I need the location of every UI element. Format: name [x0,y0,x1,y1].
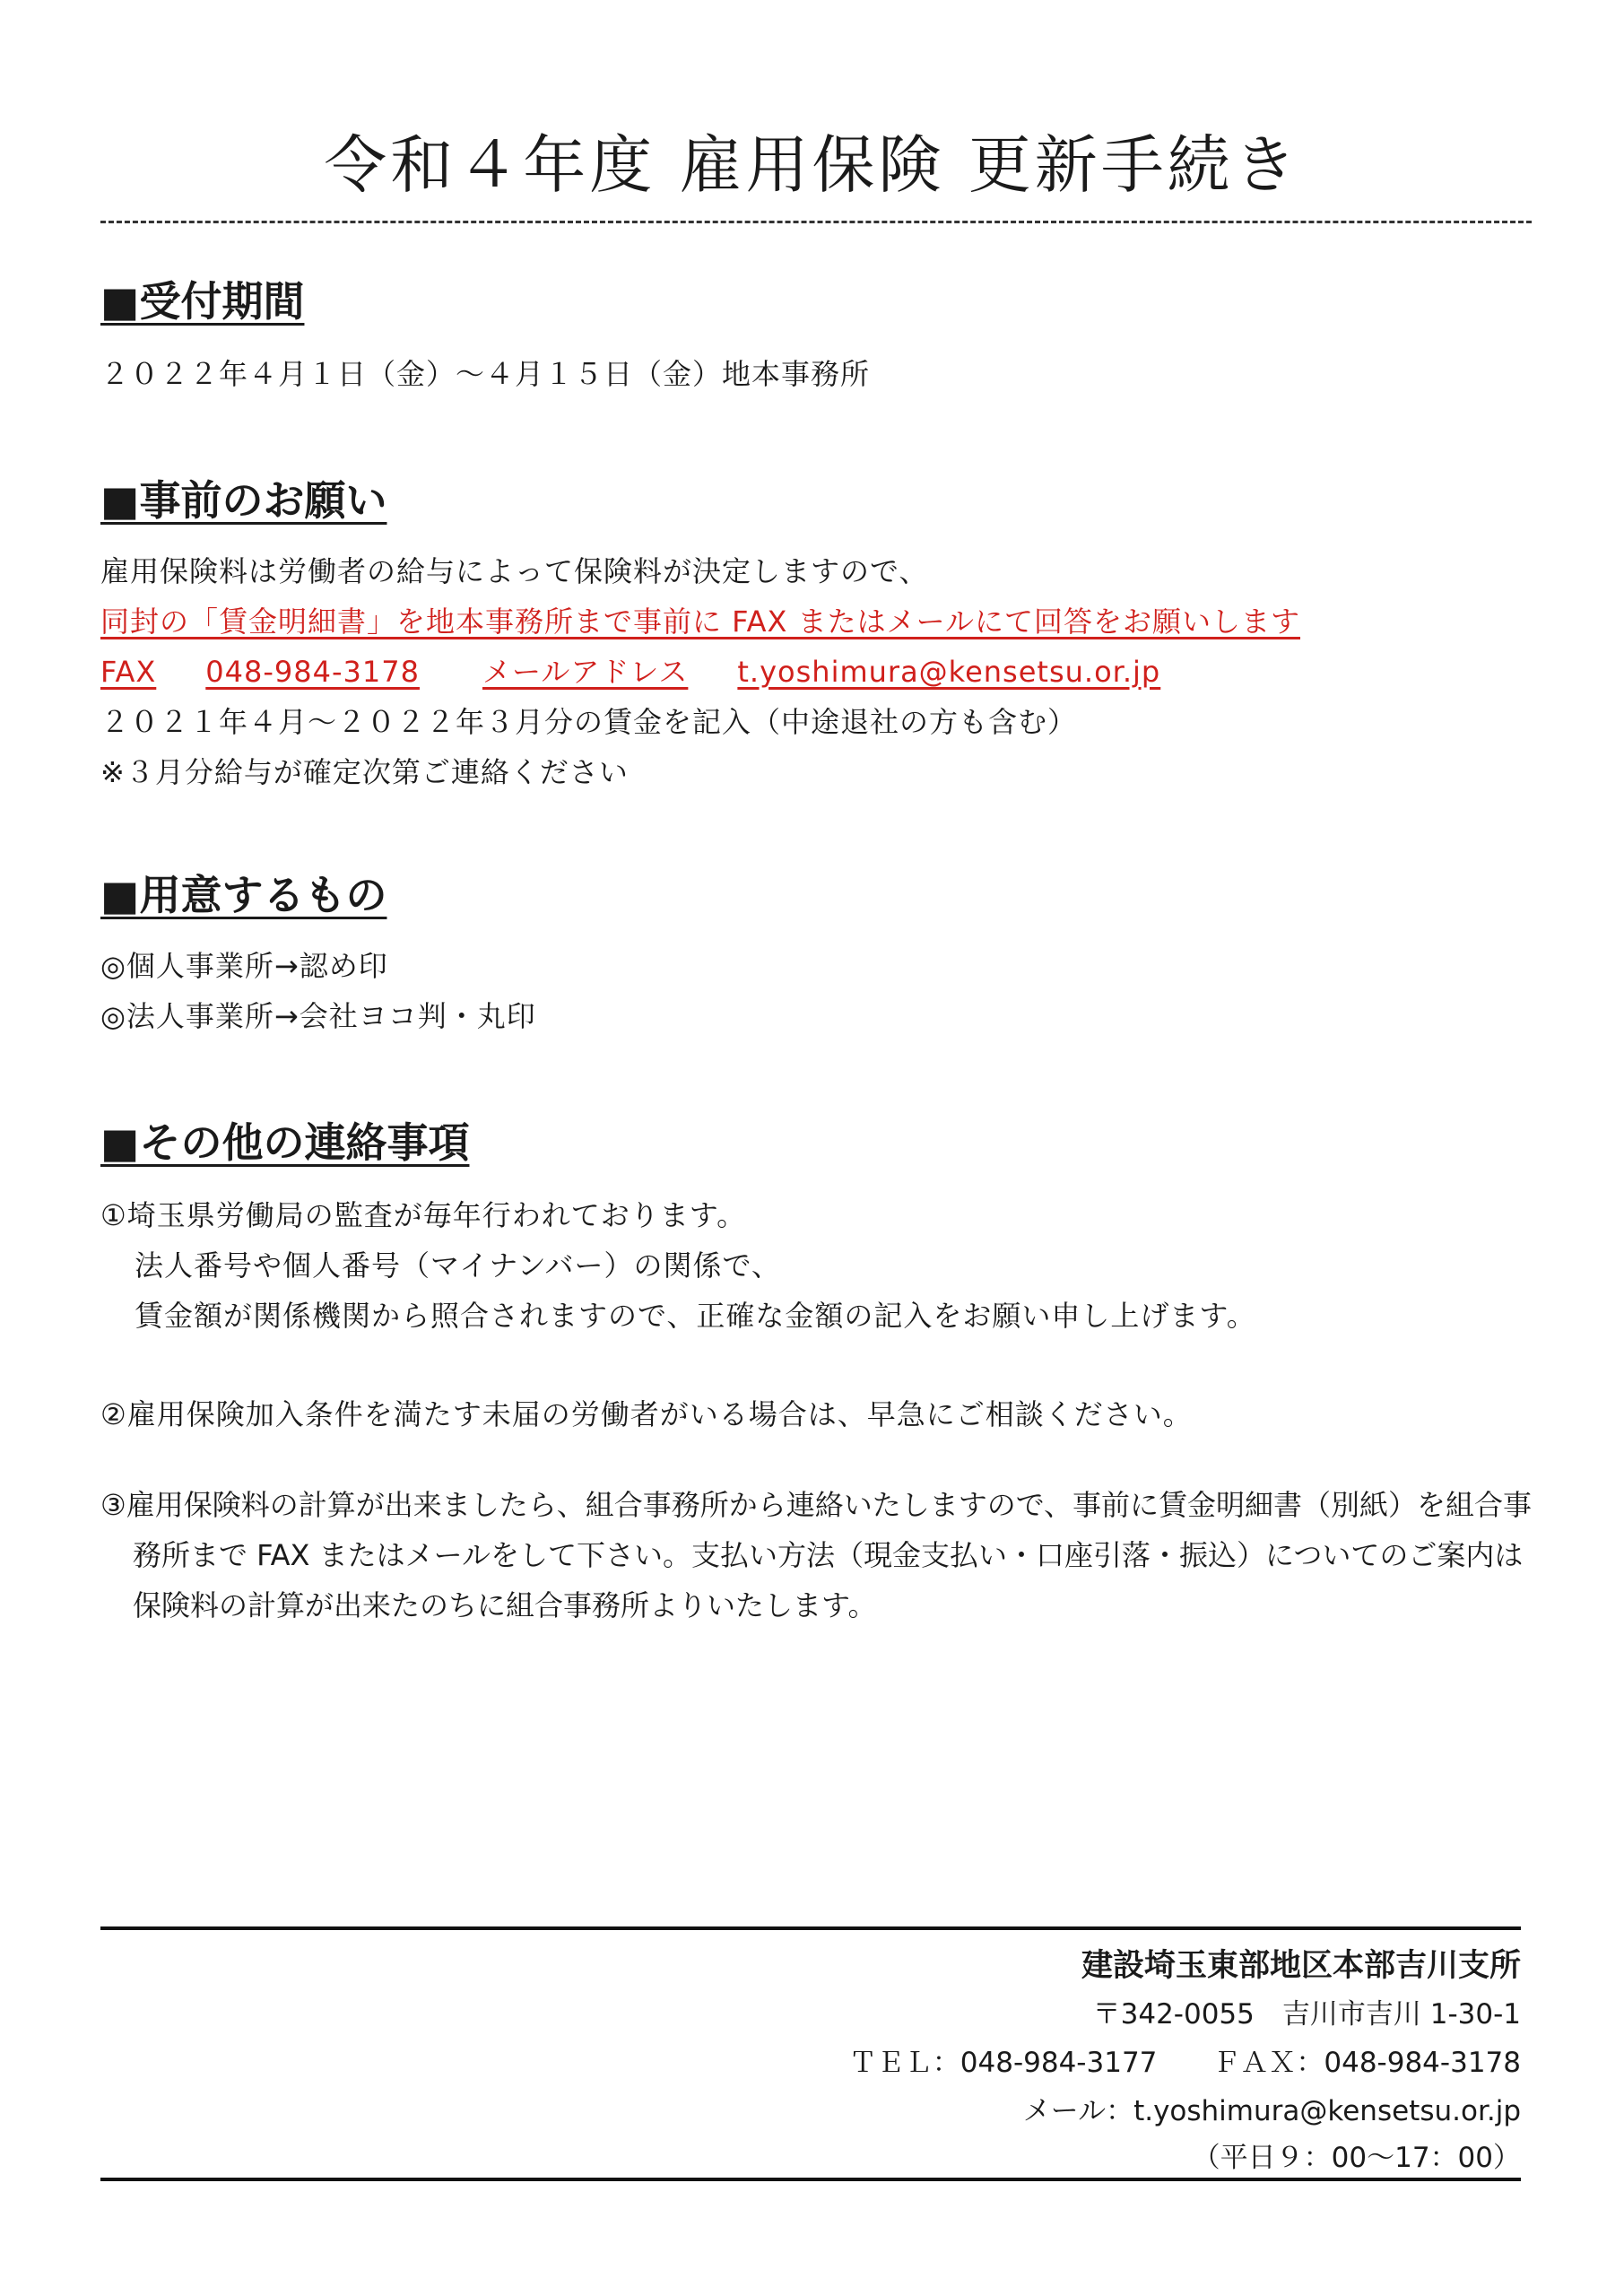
footer-address: 〒342-0055 吉川市吉川 1-30-1 [1092,1998,1521,2031]
prepare-item-1: ◎個人事業所→認め印 [100,949,388,983]
note-3: ③雇用保険料の計算が出来ましたら、組合事務所から連絡いたしますので、事前に賃金明細書（別紙）を組合事務所まで FAX またはメールをして下さい。支払い方法（現金支払い・口座引落・振込）についてのご案内は保険料の計算が出来たのちに組合事務所よりいたします。 [100,1488,1533,1622]
reception-period: ２０２２年４月１日（金）～４月１５日（金）地本事務所 [100,357,871,391]
footer-tel-fax: ＴＥＬ：048-984-3177 ＦＡＸ：048-984-3178 [848,2047,1521,2079]
request-contact-line [100,649,1160,691]
note-2: ②雇用保険加入条件を満たす未届の労働者がいる場合は、早急にご相談ください。 [100,1397,1193,1431]
mail-address-link[interactable]: t.yoshimura@kensetsu.or.jp [737,655,1161,689]
prepare-heading: ■用意するもの [100,871,387,919]
note-1-line-1: ①埼玉県労働局の監査が毎年行われております。 [100,1198,747,1232]
fax-number: 048-984-3178 [205,655,420,689]
footer-mail[interactable]: メール：t.yoshimura@kensetsu.or.jp [1022,2095,1521,2127]
request-line-1: 雇用保険料は労働者の給与によって保険料が決定しますので、 [100,554,929,588]
page-title: 令和４年度 雇用保険 更新手続き [324,128,1300,202]
mail-label: メールアドレス [482,655,689,689]
note-1-line-3: 賃金額が関係機関から照合されますので、正確な金額の記入をお願い申し上げます。 [135,1299,1256,1333]
footer-top-rule [100,1926,1521,1930]
other-heading: ■その他の連絡事項 [100,1118,470,1167]
footer-org: 建設埼玉東部地区本部吉川支所 [1081,1948,1521,1984]
note-1-line-2: 法人番号や個人番号（マイナンバー）の関係で、 [135,1248,781,1283]
footer-bottom-rule [100,2178,1521,2181]
request-heading: ■事前のお願い [100,476,387,525]
request-line-5: ※３月分給与が確定次第ご連絡ください [100,755,629,789]
fax-label: FAX [100,655,157,689]
dashed-divider [100,221,1532,223]
reception-heading: ■受付期間 [100,277,305,326]
request-line-4: ２０２１年４月～２０２２年３月分の賃金を記入（中途退社の方も含む） [100,705,1078,739]
request-line-2: 同封の「賃金明細書」を地本事務所まで事前に FAX またはメールにて回答をお願いします [100,604,1300,639]
prepare-item-2: ◎法人事業所→会社ヨコ判・丸印 [100,999,536,1033]
footer-hours: （平日９：00～17：00） [1192,2142,1521,2174]
